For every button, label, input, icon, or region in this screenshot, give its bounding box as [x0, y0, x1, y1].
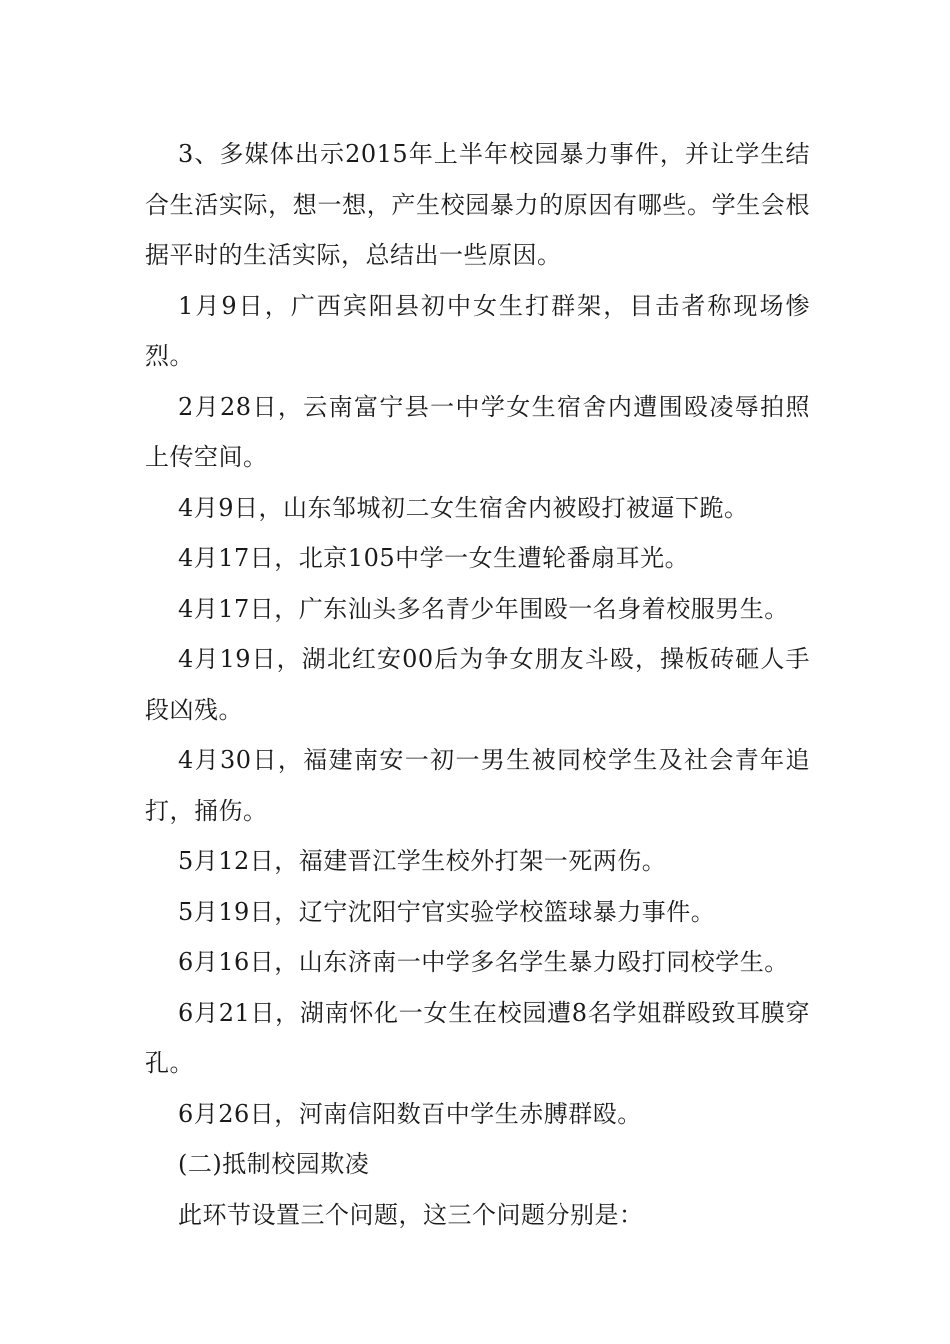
paragraph-event-apr17-beijing: 4月17日，北京105中学一女生遭轮番扇耳光。 — [178, 544, 690, 572]
paragraph-event-apr30: 4月30日，福建南安一初一男生被同校学生及社会青年追打，捅伤。 — [145, 746, 810, 825]
paragraph-event-jan9: 1月9日，广西宾阳县初中女生打群架，目击者称现场惨烈。 — [145, 291, 810, 370]
section-heading: (二)抵制校园欺凌 — [178, 1150, 370, 1178]
paragraph-event-may12: 5月12日，福建晋江学生校外打架一死两伤。 — [178, 847, 667, 875]
paragraph-event-apr17-guangdong: 4月17日，广东汕头多名青少年围殴一名身着校服男生。 — [178, 594, 789, 623]
paragraph-questions-intro: 此环节设置三个问题，这三个问题分别是： — [178, 1200, 644, 1229]
paragraph-intro: 3、多媒体出示2015年上半年校园暴力事件，并让学生结合生活实际，想一想，产生校园暴力的原因有哪些。学生会根据平时的生活实际，总结出一些原因。 — [145, 140, 810, 269]
document-body — [145, 129, 810, 1240]
paragraph-event-jun21: 6月21日，湖南怀化一女生在校园遭8名学姐群殴致耳膜穿孔。 — [145, 998, 810, 1077]
paragraph-event-apr9: 4月9日，山东邹城初二女生宿舍内被殴打被逼下跪。 — [178, 493, 749, 522]
paragraph-event-jun16: 6月16日，山东济南一中学多名学生暴力殴打同校学生。 — [178, 948, 789, 976]
paragraph-event-feb28: 2月28日，云南富宁县一中学女生宿舍内遭围殴凌辱拍照上传空间。 — [145, 392, 810, 471]
paragraph-event-apr19: 4月19日，湖北红安00后为争女朋友斗殴，操板砖砸人手段凶残。 — [145, 645, 810, 724]
paragraph-event-jun26: 6月26日，河南信阳数百中学生赤膊群殴。 — [178, 1099, 642, 1128]
paragraph-event-may19: 5月19日，辽宁沈阳宁官实验学校篮球暴力事件。 — [178, 897, 716, 926]
